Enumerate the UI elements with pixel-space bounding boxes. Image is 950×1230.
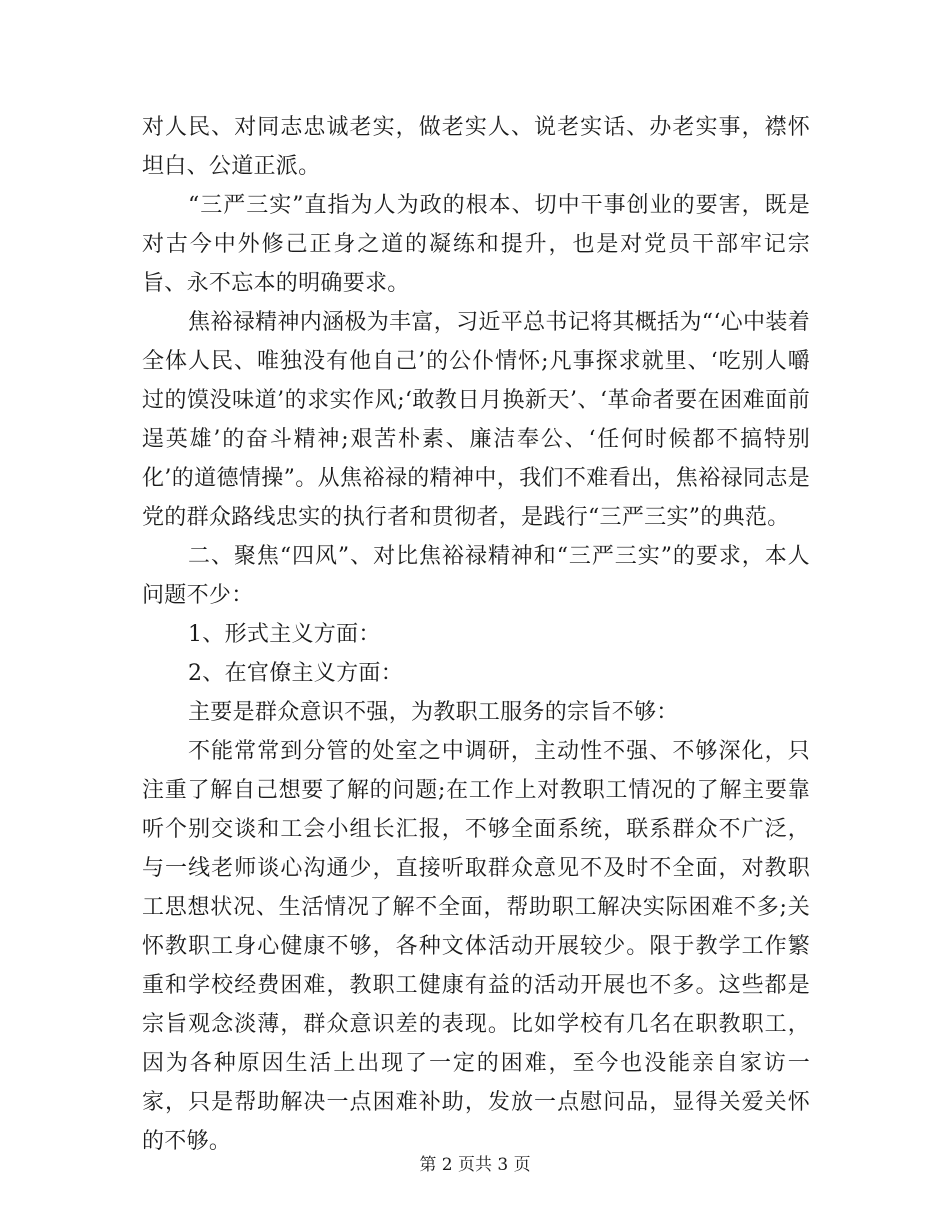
paragraph-7: 主要是群众意识不强，为教职工服务的宗旨不够： — [188, 700, 679, 725]
paragraph-2: “三严三实”直指为人为政的根本、切中干事创业的要害，既是对古今中外修己正身之道的凝练和提升，也是对党员干部牢记宗旨、永不忘本的明确要求。 — [142, 193, 810, 296]
paragraph-1: 对人民、对同志忠诚老实，做老实人、说老实话、办老实事，襟怀坦白、公道正派。 — [142, 115, 810, 179]
paragraph-5: 1、形式主义方面： — [188, 622, 381, 647]
page-number-footer: 第 2 页共 3 页 — [419, 1155, 531, 1175]
paragraph-3: 焦裕禄精神内涵极为丰富，习近平总书记将其概括为“‘心中装着全体人民、唯独没有他自己’的公仆情怀;凡事探求就里、‘吃别人嚼过的馍没味道’的求实作风;‘敢教日月换新天’、‘革命者要在困难面前逞英雄’的奋斗精神;艰苦朴素、廉洁奉公、‘任何时候都不搞特别化’的道德情操”。从焦裕禄的精神中，我们不难看出，焦裕禄同志是党的群众路线忠实的执行者和贯彻者，是践行“三严三实”的典范。 — [142, 310, 810, 530]
paragraph-4: 二、聚焦“四风”、对比焦裕禄精神和“三严三实”的要求，本人问题不少： — [142, 544, 810, 608]
paragraph-8: 不能常常到分管的处室之中调研，主动性不强、不够深化，只注重了解自己想要了解的问题;在工作上对教职工情况的了解主要靠听个别交谈和工会小组长汇报，不够全面系统，联系群众不广泛，与一线老师谈心沟通少，直接听取群众意见不及时不全面，对教职工思想状况、生活情况了解不全面，帮助职工解决实际困难不多;关怀教职工身心健康不够，各种文体活动开展较少。限于教学工作繁重和学校经费困难，教职工健康有益的活动开展也不多。这些都是宗旨观念淡薄，群众意识差的表现。比如学校有几名在职教职工，因为各种原因生活上出现了一定的困难，至今也没能亲自家访一家，只是帮助解决一点困难补助，发放一点慰问品，显得关爱关怀的不够。 — [142, 739, 810, 1154]
paragraph-6: 2、在官僚主义方面： — [188, 661, 403, 686]
document-body — [142, 108, 810, 1161]
